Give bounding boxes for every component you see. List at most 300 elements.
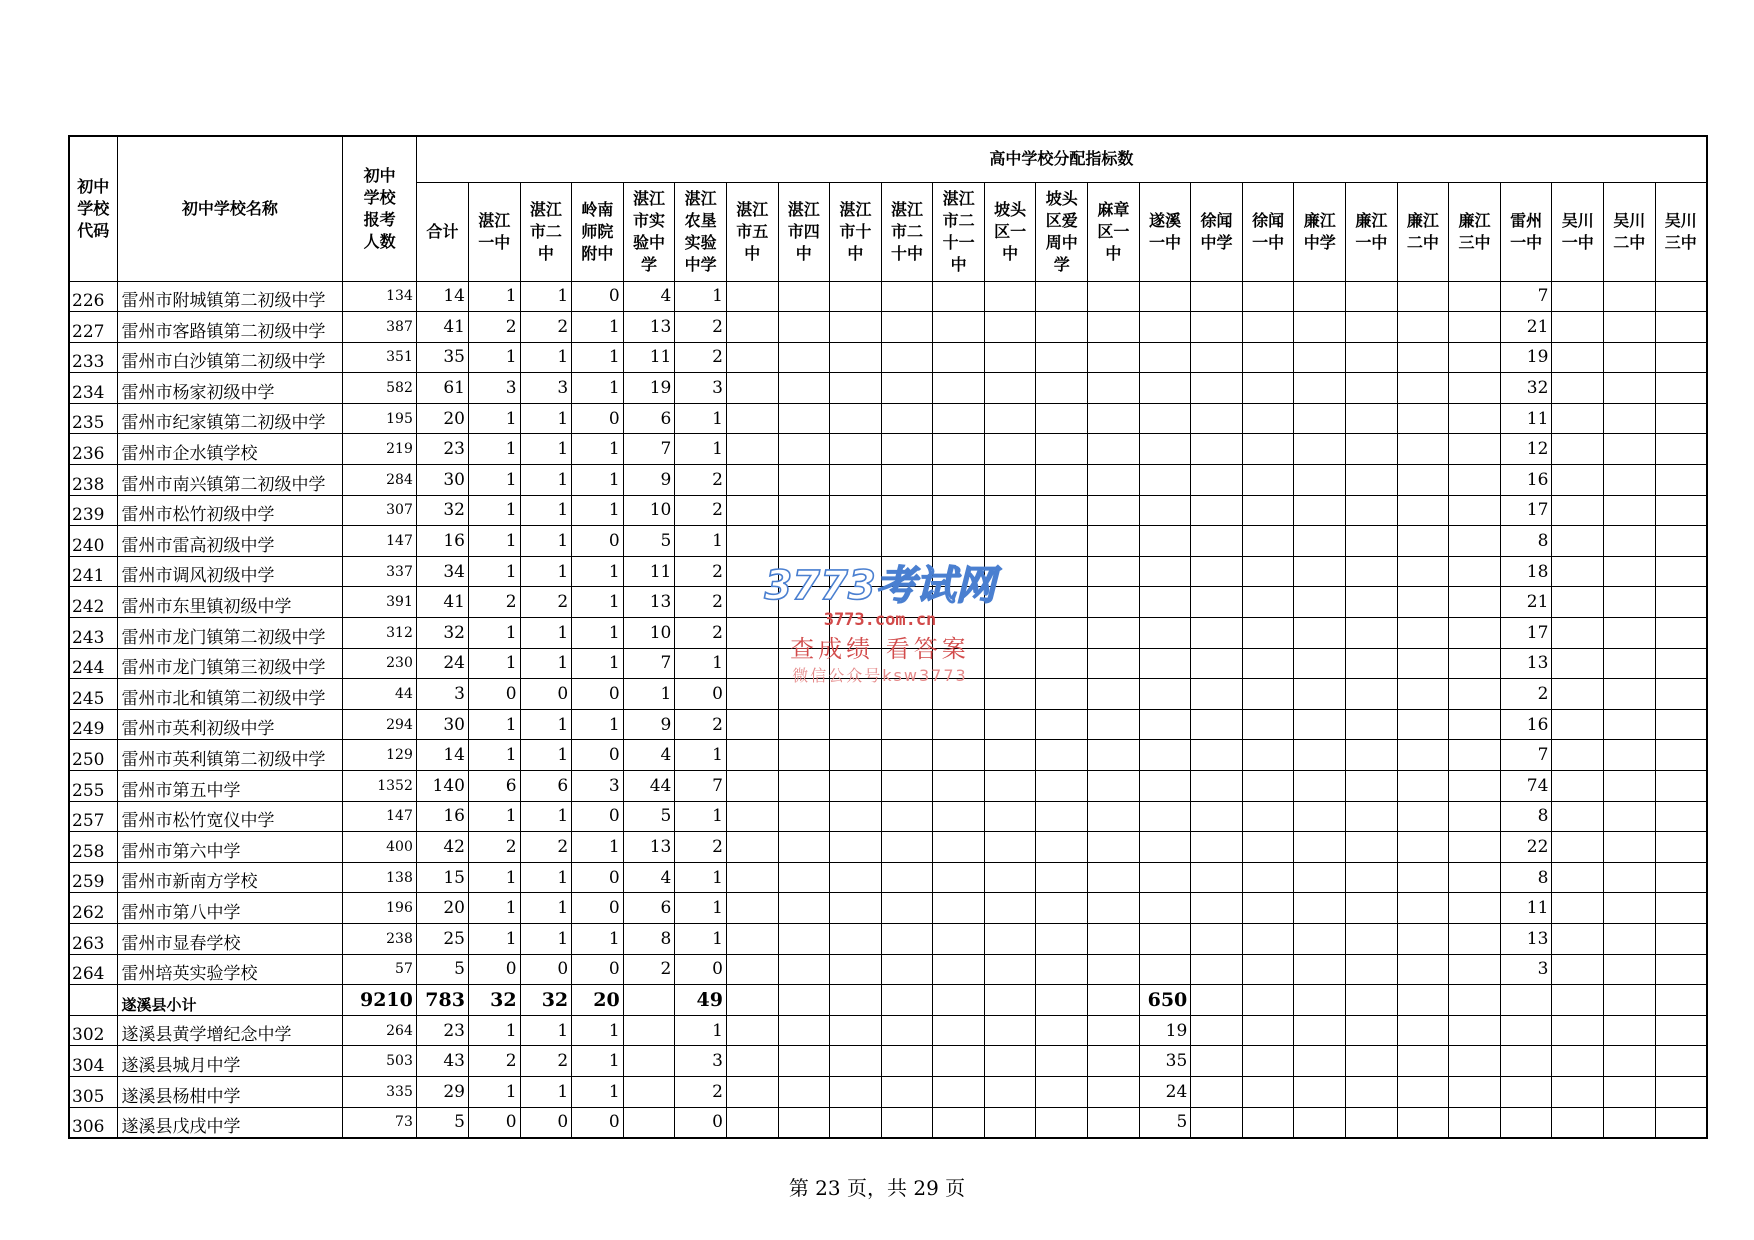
- quota-cell: [1552, 740, 1604, 771]
- school-name: 雷州市南兴镇第二初级中学: [117, 465, 343, 496]
- quota-cell: [1191, 832, 1243, 863]
- quota-cell: [984, 434, 1036, 465]
- applicant-count: 294: [343, 709, 417, 740]
- quota-cell: [1655, 985, 1707, 1016]
- quota-cell: [1346, 373, 1398, 404]
- quota-cell: [726, 403, 778, 434]
- quota-cell: [1191, 923, 1243, 954]
- quota-cell: [1088, 832, 1140, 863]
- quota-cell: [1139, 465, 1191, 496]
- quota-cell: 1: [572, 618, 624, 649]
- quota-cell: 1: [468, 1076, 520, 1107]
- applicant-count: 284: [343, 465, 417, 496]
- applicant-count: 230: [343, 648, 417, 679]
- school-code: 259: [69, 862, 117, 893]
- quota-cell: [726, 923, 778, 954]
- quota-cell: [933, 801, 985, 832]
- quota-cell: [1604, 740, 1656, 771]
- quota-cell: [1242, 771, 1294, 802]
- quota-cell: [778, 495, 830, 526]
- quota-cell: 1: [520, 1076, 572, 1107]
- quota-cell: [1449, 1107, 1501, 1138]
- quota-cell: [933, 1107, 985, 1138]
- quota-cell: [881, 801, 933, 832]
- quota-cell: [1294, 801, 1346, 832]
- quota-cell: [1655, 1107, 1707, 1138]
- quota-cell: [1397, 893, 1449, 924]
- quota-cell: [1604, 1076, 1656, 1107]
- header-col-18: 廉江 二中: [1397, 182, 1449, 281]
- quota-cell: [1088, 373, 1140, 404]
- quota-cell: 21: [1500, 312, 1552, 343]
- applicant-count: 1352: [343, 771, 417, 802]
- quota-cell: 1: [520, 342, 572, 373]
- quota-cell: 7: [1500, 740, 1552, 771]
- quota-total: 32: [416, 495, 468, 526]
- quota-cell: [1036, 1015, 1088, 1046]
- quota-cell: 7: [623, 648, 675, 679]
- quota-cell: 1: [520, 709, 572, 740]
- quota-cell: [778, 312, 830, 343]
- quota-cell: [881, 526, 933, 557]
- quota-cell: [1036, 709, 1088, 740]
- quota-cell: [1655, 771, 1707, 802]
- quota-cell: [1604, 832, 1656, 863]
- header-col-12: 麻章 区一 中: [1088, 182, 1140, 281]
- table-row: [69, 373, 1707, 404]
- quota-cell: [1088, 434, 1140, 465]
- quota-total: 23: [416, 434, 468, 465]
- quota-cell: [1036, 465, 1088, 496]
- quota-cell: 7: [1500, 281, 1552, 312]
- header-col-23: 吴川 三中: [1655, 182, 1707, 281]
- quota-cell: [1088, 954, 1140, 985]
- header-col-21: 吴川 一中: [1552, 182, 1604, 281]
- quota-cell: [1346, 648, 1398, 679]
- quota-cell: 1: [572, 648, 624, 679]
- quota-cell: [1036, 1107, 1088, 1138]
- quota-cell: [881, 740, 933, 771]
- quota-cell: 0: [572, 862, 624, 893]
- quota-cell: [1294, 1076, 1346, 1107]
- quota-cell: [1191, 281, 1243, 312]
- quota-cell: [1449, 1046, 1501, 1077]
- quota-cell: [1088, 801, 1140, 832]
- quota-cell: 9: [623, 465, 675, 496]
- quota-cell: [1088, 556, 1140, 587]
- quota-cell: [1242, 1107, 1294, 1138]
- quota-cell: [1346, 342, 1398, 373]
- quota-cell: 8: [623, 923, 675, 954]
- quota-cell: [1036, 771, 1088, 802]
- quota-cell: [933, 1046, 985, 1077]
- quota-cell: [1346, 556, 1398, 587]
- quota-cell: [1139, 281, 1191, 312]
- quota-cell: [1294, 679, 1346, 710]
- quota-cell: [1449, 342, 1501, 373]
- quota-cell: [1552, 495, 1604, 526]
- quota-cell: [881, 923, 933, 954]
- header-code: 初中 学校 代码: [69, 136, 117, 281]
- quota-cell: [830, 1015, 882, 1046]
- quota-cell: [1604, 1046, 1656, 1077]
- quota-cell: 1: [468, 862, 520, 893]
- quota-cell: 0: [675, 679, 727, 710]
- quota-cell: [1449, 434, 1501, 465]
- quota-cell: 9: [623, 709, 675, 740]
- school-name: 雷州市纪家镇第二初级中学: [117, 403, 343, 434]
- quota-cell: 0: [468, 1107, 520, 1138]
- quota-cell: [1500, 1076, 1552, 1107]
- quota-cell: [1036, 1046, 1088, 1077]
- school-code: 305: [69, 1076, 117, 1107]
- quota-cell: [1036, 832, 1088, 863]
- quota-cell: [1397, 1107, 1449, 1138]
- quota-cell: [1088, 740, 1140, 771]
- quota-cell: 2: [468, 832, 520, 863]
- quota-cell: 0: [572, 403, 624, 434]
- quota-cell: [933, 985, 985, 1016]
- quota-cell: [1242, 495, 1294, 526]
- quota-cell: [1088, 893, 1140, 924]
- applicant-count: 219: [343, 434, 417, 465]
- school-name: 遂溪县杨柑中学: [117, 1076, 343, 1107]
- applicant-count: 400: [343, 832, 417, 863]
- quota-cell: [1655, 403, 1707, 434]
- quota-cell: [1242, 801, 1294, 832]
- quota-cell: [1449, 801, 1501, 832]
- quota-total: 34: [416, 556, 468, 587]
- header-col-13: 遂溪 一中: [1139, 182, 1191, 281]
- quota-cell: [1036, 434, 1088, 465]
- table-row: [69, 1015, 1707, 1046]
- quota-cell: [1552, 618, 1604, 649]
- quota-cell: [1294, 709, 1346, 740]
- school-name: 遂溪县黄学增纪念中学: [117, 1015, 343, 1046]
- quota-cell: [1088, 1015, 1140, 1046]
- quota-cell: 0: [468, 679, 520, 710]
- quota-cell: [984, 923, 1036, 954]
- quota-cell: 11: [623, 556, 675, 587]
- quota-cell: [1191, 893, 1243, 924]
- quota-cell: [830, 495, 882, 526]
- quota-cell: [1191, 465, 1243, 496]
- quota-cell: 0: [675, 954, 727, 985]
- quota-cell: [933, 771, 985, 802]
- table-row: [69, 434, 1707, 465]
- quota-cell: [1242, 342, 1294, 373]
- school-code: 241: [69, 556, 117, 587]
- school-code: 244: [69, 648, 117, 679]
- quota-cell: [1346, 403, 1398, 434]
- quota-cell: [881, 893, 933, 924]
- quota-cell: 2: [675, 832, 727, 863]
- quota-cell: [1191, 740, 1243, 771]
- quota-cell: [1655, 495, 1707, 526]
- quota-cell: 3: [1500, 954, 1552, 985]
- quota-cell: [830, 862, 882, 893]
- quota-total: 140: [416, 771, 468, 802]
- quota-cell: [1242, 434, 1294, 465]
- quota-cell: [1604, 1107, 1656, 1138]
- quota-cell: [830, 832, 882, 863]
- quota-cell: [1294, 740, 1346, 771]
- quota-cell: 1: [675, 801, 727, 832]
- quota-cell: 4: [623, 740, 675, 771]
- quota-cell: [778, 465, 830, 496]
- quota-cell: 2: [520, 832, 572, 863]
- header-col-6: 湛江 市四 中: [778, 182, 830, 281]
- quota-cell: [1294, 434, 1346, 465]
- quota-cell: [1191, 801, 1243, 832]
- quota-cell: [1191, 373, 1243, 404]
- school-name: 雷州市调风初级中学: [117, 556, 343, 587]
- quota-cell: [933, 434, 985, 465]
- quota-cell: [1552, 923, 1604, 954]
- quota-cell: [1346, 893, 1398, 924]
- school-name: 雷州市第五中学: [117, 771, 343, 802]
- header-col-8: 湛江 市二 十中: [881, 182, 933, 281]
- quota-cell: [1088, 1076, 1140, 1107]
- quota-cell: [1036, 801, 1088, 832]
- quota-cell: [1346, 1107, 1398, 1138]
- quota-cell: [1242, 893, 1294, 924]
- header-count: 初中 学校 报考 人数: [343, 136, 417, 281]
- quota-cell: [1088, 862, 1140, 893]
- quota-cell: [1294, 403, 1346, 434]
- quota-cell: [1604, 771, 1656, 802]
- quota-cell: [778, 526, 830, 557]
- applicant-count: 312: [343, 618, 417, 649]
- quota-cell: [726, 342, 778, 373]
- quota-total: 24: [416, 648, 468, 679]
- quota-cell: [1604, 893, 1656, 924]
- quota-cell: [1604, 618, 1656, 649]
- quota-cell: [1294, 526, 1346, 557]
- quota-cell: 22: [1500, 832, 1552, 863]
- school-code: 302: [69, 1015, 117, 1046]
- applicant-count: 73: [343, 1107, 417, 1138]
- quota-cell: [1449, 495, 1501, 526]
- quota-cell: 1: [675, 893, 727, 924]
- quota-cell: [1604, 679, 1656, 710]
- header-col-16: 廉江 中学: [1294, 182, 1346, 281]
- quota-cell: 3: [468, 373, 520, 404]
- quota-cell: 1: [623, 679, 675, 710]
- quota-cell: 1: [572, 342, 624, 373]
- quota-cell: [1604, 526, 1656, 557]
- quota-cell: [1139, 648, 1191, 679]
- quota-cell: [1242, 526, 1294, 557]
- quota-cell: [1191, 403, 1243, 434]
- quota-cell: [1294, 862, 1346, 893]
- quota-cell: [984, 403, 1036, 434]
- quota-cell: [881, 342, 933, 373]
- quota-cell: [1397, 648, 1449, 679]
- quota-cell: [1449, 281, 1501, 312]
- quota-cell: [1655, 556, 1707, 587]
- quota-cell: [1191, 342, 1243, 373]
- quota-cell: [830, 709, 882, 740]
- quota-cell: [1088, 342, 1140, 373]
- school-code: 226: [69, 281, 117, 312]
- quota-cell: 6: [623, 403, 675, 434]
- quota-cell: [933, 923, 985, 954]
- quota-cell: [830, 985, 882, 1016]
- quota-cell: [1088, 465, 1140, 496]
- quota-cell: [984, 1107, 1036, 1138]
- quota-cell: 2: [623, 954, 675, 985]
- quota-cell: [778, 281, 830, 312]
- quota-cell: [1552, 1076, 1604, 1107]
- quota-cell: 2: [675, 587, 727, 618]
- quota-cell: [1552, 771, 1604, 802]
- watermark-wechat: 微信公众号ksw3773: [792, 666, 968, 685]
- quota-cell: 1: [468, 923, 520, 954]
- quota-cell: [1655, 862, 1707, 893]
- quota-cell: [830, 954, 882, 985]
- school-name: 雷州市第六中学: [117, 832, 343, 863]
- quota-cell: [1552, 1015, 1604, 1046]
- quota-cell: 17: [1500, 618, 1552, 649]
- quota-cell: [1449, 556, 1501, 587]
- quota-cell: [1191, 526, 1243, 557]
- quota-total: 61: [416, 373, 468, 404]
- quota-cell: [1449, 1015, 1501, 1046]
- quota-cell: [1397, 618, 1449, 649]
- quota-cell: [984, 465, 1036, 496]
- quota-cell: [726, 312, 778, 343]
- quota-cell: [1449, 403, 1501, 434]
- quota-cell: [1655, 587, 1707, 618]
- quota-cell: [1191, 1076, 1243, 1107]
- quota-cell: [1552, 587, 1604, 618]
- quota-cell: [778, 709, 830, 740]
- quota-cell: 1: [572, 434, 624, 465]
- quota-cell: [1191, 862, 1243, 893]
- quota-cell: [1552, 709, 1604, 740]
- quota-cell: 32: [1500, 373, 1552, 404]
- quota-cell: [1088, 495, 1140, 526]
- quota-cell: 74: [1500, 771, 1552, 802]
- quota-cell: [1397, 403, 1449, 434]
- applicant-count: 307: [343, 495, 417, 526]
- quota-cell: [1036, 923, 1088, 954]
- quota-cell: [1397, 281, 1449, 312]
- table-row: [69, 893, 1707, 924]
- quota-cell: [1088, 312, 1140, 343]
- applicant-count: 582: [343, 373, 417, 404]
- quota-cell: [1036, 556, 1088, 587]
- quota-cell: [1346, 709, 1398, 740]
- quota-cell: 1: [572, 832, 624, 863]
- quota-cell: [1294, 1046, 1346, 1077]
- quota-cell: [984, 771, 1036, 802]
- quota-cell: 1: [520, 923, 572, 954]
- quota-cell: [1655, 465, 1707, 496]
- quota-cell: [1088, 526, 1140, 557]
- quota-cell: [933, 954, 985, 985]
- school-name: 雷州市龙门镇第三初级中学: [117, 648, 343, 679]
- quota-cell: [1294, 1107, 1346, 1138]
- quota-cell: [1500, 1015, 1552, 1046]
- quota-cell: 1: [675, 862, 727, 893]
- quota-cell: [1191, 648, 1243, 679]
- quota-cell: [984, 985, 1036, 1016]
- quota-cell: [830, 403, 882, 434]
- quota-cell: [933, 526, 985, 557]
- quota-cell: [1552, 465, 1604, 496]
- quota-cell: [1294, 556, 1346, 587]
- quota-cell: [1604, 923, 1656, 954]
- quota-cell: 11: [623, 342, 675, 373]
- subtotal-row: [69, 985, 1707, 1016]
- quota-cell: [1552, 832, 1604, 863]
- quota-cell: [1604, 648, 1656, 679]
- quota-cell: [1397, 1015, 1449, 1046]
- quota-cell: 1: [675, 740, 727, 771]
- quota-total: 783: [416, 985, 468, 1016]
- quota-cell: [1604, 465, 1656, 496]
- quota-cell: 5: [623, 801, 675, 832]
- quota-cell: [1449, 862, 1501, 893]
- quota-cell: [1397, 587, 1449, 618]
- quota-cell: [1500, 985, 1552, 1016]
- quota-cell: [1088, 1046, 1140, 1077]
- quota-cell: [1397, 465, 1449, 496]
- quota-cell: 18: [1500, 556, 1552, 587]
- quota-cell: [1191, 985, 1243, 1016]
- quota-cell: [984, 709, 1036, 740]
- quota-cell: 1: [572, 465, 624, 496]
- quota-cell: [933, 740, 985, 771]
- quota-cell: 1: [572, 1076, 624, 1107]
- applicant-count: 264: [343, 1015, 417, 1046]
- header-col-5: 湛江 市五 中: [726, 182, 778, 281]
- quota-cell: 21: [1500, 587, 1552, 618]
- quota-cell: [984, 1076, 1036, 1107]
- quota-cell: 2: [675, 312, 727, 343]
- quota-cell: 16: [1500, 465, 1552, 496]
- quota-cell: 11: [1500, 403, 1552, 434]
- quota-cell: [1655, 1076, 1707, 1107]
- quota-cell: 1: [520, 495, 572, 526]
- quota-cell: [726, 954, 778, 985]
- quota-cell: [778, 862, 830, 893]
- quota-cell: [1036, 740, 1088, 771]
- quota-cell: [984, 740, 1036, 771]
- quota-cell: [1346, 862, 1398, 893]
- quota-cell: [830, 312, 882, 343]
- quota-cell: [1294, 587, 1346, 618]
- quota-cell: 1: [675, 281, 727, 312]
- quota-cell: [1036, 1076, 1088, 1107]
- quota-cell: 0: [675, 1107, 727, 1138]
- quota-cell: 6: [623, 893, 675, 924]
- quota-cell: [1036, 862, 1088, 893]
- quota-cell: [1036, 526, 1088, 557]
- quota-cell: [1139, 771, 1191, 802]
- quota-cell: 1: [572, 1015, 624, 1046]
- quota-cell: [1242, 373, 1294, 404]
- quota-cell: [933, 342, 985, 373]
- quota-cell: [1036, 587, 1088, 618]
- quota-cell: 2: [675, 556, 727, 587]
- quota-total: 43: [416, 1046, 468, 1077]
- quota-cell: [1397, 801, 1449, 832]
- quota-cell: [1242, 618, 1294, 649]
- quota-cell: [1036, 954, 1088, 985]
